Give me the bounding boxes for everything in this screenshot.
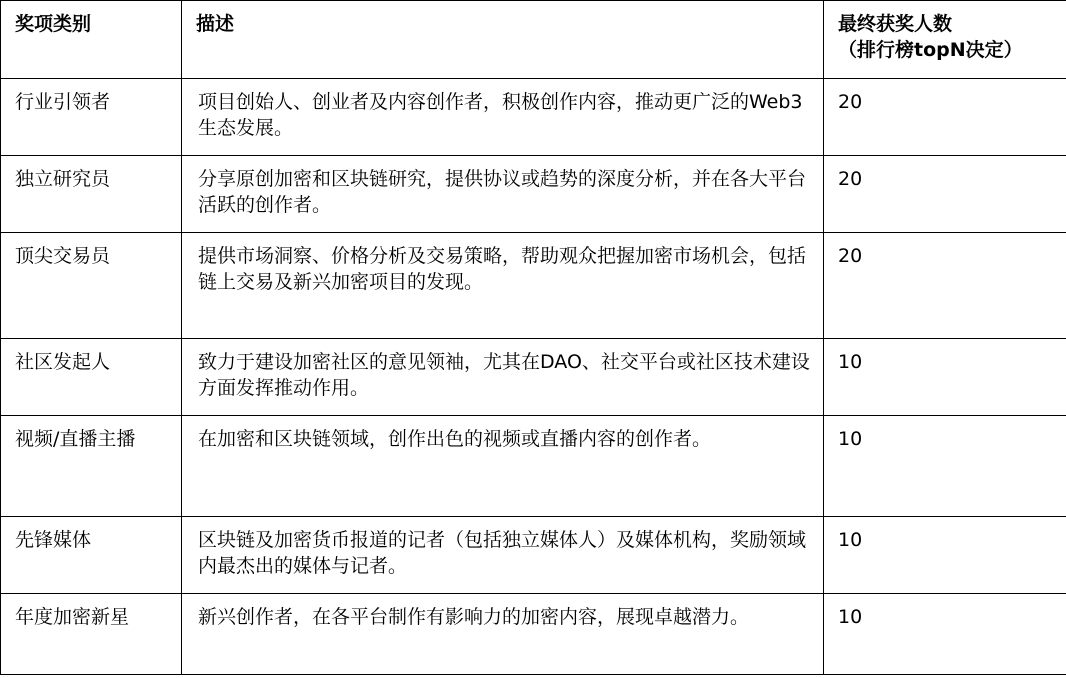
header-winners-line2: （排行榜topN决定） <box>838 39 1023 61</box>
category-cell: 先锋媒体 <box>1 517 182 594</box>
table-header-row <box>1 1 1066 79</box>
category-cell: 视频/直播主播 <box>1 416 182 517</box>
description-cell: 分享原创加密和区块链研究，提供协议或趋势的深度分析，并在各大平台活跃的创作者。 <box>182 156 824 233</box>
winners-cell: 10 <box>824 416 1066 517</box>
table-row <box>1 517 1066 594</box>
winners-cell: 20 <box>824 156 1066 233</box>
description-cell: 区块链及加密货币报道的记者（包括独立媒体人）及媒体机构，奖励领域内最杰出的媒体与记者。 <box>182 517 824 594</box>
description-cell: 新兴创作者，在各平台制作有影响力的加密内容，展现卓越潜力。 <box>182 594 824 675</box>
category-cell: 顶尖交易员 <box>1 233 182 339</box>
category-cell: 独立研究员 <box>1 156 182 233</box>
winners-cell: 10 <box>824 594 1066 675</box>
table-row <box>1 233 1066 339</box>
description-cell: 项目创始人、创业者及内容创作者，积极创作内容，推动更广泛的Web3生态发展。 <box>182 79 824 156</box>
table-row <box>1 79 1066 156</box>
table-row <box>1 416 1066 517</box>
description-cell: 在加密和区块链领域，创作出色的视频或直播内容的创作者。 <box>182 416 824 517</box>
winners-cell: 20 <box>824 79 1066 156</box>
header-description: 描述 <box>182 1 824 79</box>
table-row <box>1 594 1066 675</box>
winners-cell: 10 <box>824 339 1066 416</box>
table-row <box>1 156 1066 233</box>
description-cell: 提供市场洞察、价格分析及交易策略，帮助观众把握加密市场机会，包括链上交易及新兴加密项目的发现。 <box>182 233 824 339</box>
category-cell: 年度加密新星 <box>1 594 182 675</box>
table-row <box>1 339 1066 416</box>
header-category: 奖项类别 <box>1 1 182 79</box>
header-winners-line1: 最终获奖人数 <box>838 13 953 35</box>
winners-cell: 10 <box>824 517 1066 594</box>
category-cell: 社区发起人 <box>1 339 182 416</box>
category-cell: 行业引领者 <box>1 79 182 156</box>
header-winners <box>824 1 1066 79</box>
description-cell: 致力于建设加密社区的意见领袖，尤其在DAO、社交平台或社区技术建设方面发挥推动作用。 <box>182 339 824 416</box>
winners-cell: 20 <box>824 233 1066 339</box>
